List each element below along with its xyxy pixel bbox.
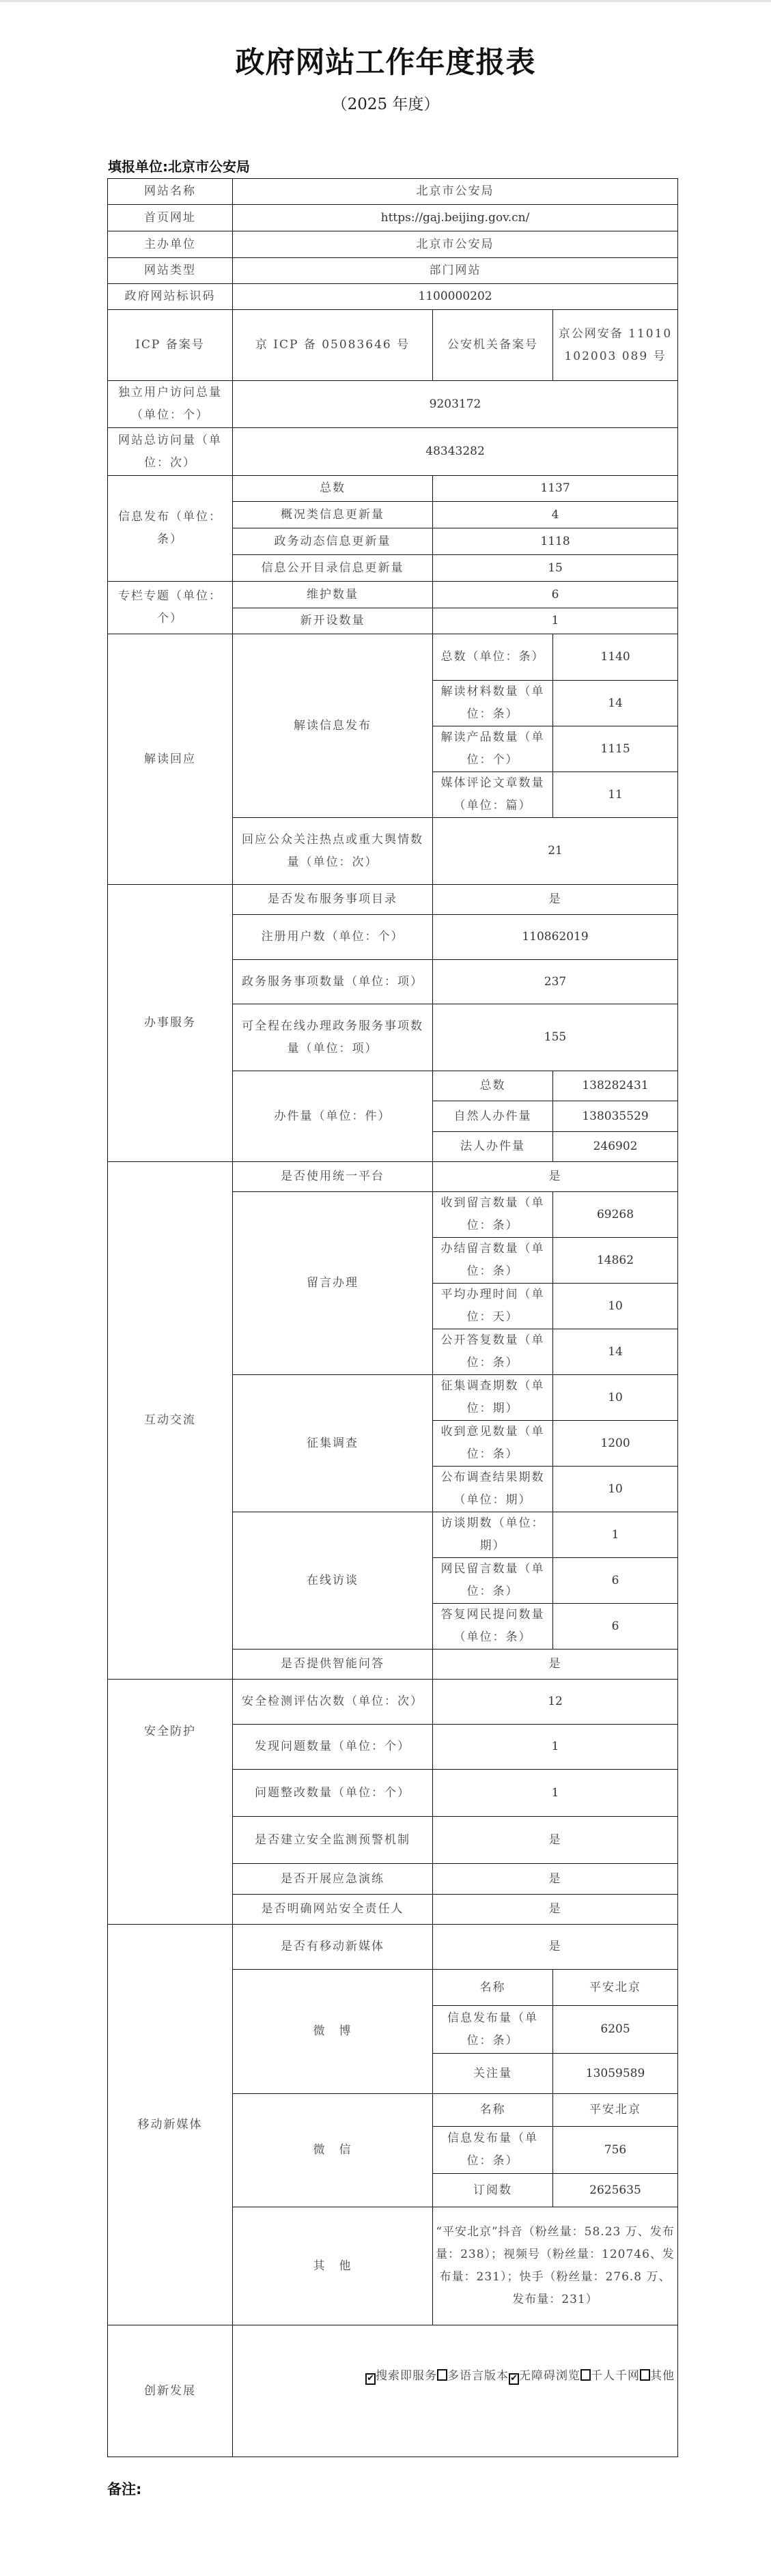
- checkbox-personalized[interactable]: [580, 2369, 591, 2381]
- interview-row: 答复网民提问数量（单位：条） 6: [108, 1604, 678, 1650]
- report-year: （2025 年度）: [331, 96, 440, 113]
- message-row: 留言办理 收到留言数量（单位：条） 69268: [108, 1192, 678, 1238]
- row-id-code: [108, 284, 678, 310]
- page-title: 政府网站工作年度报表: [235, 46, 536, 80]
- weibo-row: 信息发布量（单位：条） 6205: [108, 2006, 678, 2054]
- info-row: 政务动态信息更新量 1118: [108, 528, 678, 555]
- survey-row: 收到意见数量（单位：条） 1200: [108, 1421, 678, 1467]
- value: 部门网站: [233, 258, 678, 284]
- cases-row: 办件量（单位：件） 总数 138282431: [108, 1071, 678, 1101]
- row-pv: [108, 428, 678, 476]
- weibo-row: 微 博 名称 平安北京: [108, 1970, 678, 2006]
- service-row: 办事服务 是否发布服务事项目录 是: [108, 885, 678, 915]
- value: 48343282: [233, 428, 678, 476]
- service-row: 可全程在线办理政务服务事项数量（单位：项） 155: [108, 1004, 678, 1071]
- message-row: 平均办理时间（单位：天） 10: [108, 1284, 678, 1329]
- report-table: [107, 178, 677, 2457]
- interp-hotspot-row: 回应公众关注热点或重大舆情数量（单位：次） 21: [108, 818, 678, 885]
- wechat-row: 信息发布量（单位：条） 756: [108, 2127, 678, 2174]
- innovation-options: ✔ 搜索即服务 多语言版本 ✔ 无障碍浏览 千人千网 其他: [233, 2325, 678, 2457]
- survey-row: 公布调查结果期数（单位：期） 10: [108, 1467, 678, 1512]
- section-media: 移动新媒体: [108, 1925, 233, 2325]
- interview-row: 网民留言数量（单位：条） 6: [108, 1558, 678, 1604]
- label: 独立用户访问总量（单位：个）: [108, 381, 233, 428]
- info-row: 信息发布（单位：条） 总数 1137: [108, 476, 678, 502]
- label: 网站总访问量（单位：次）: [108, 428, 233, 476]
- checkbox-multilingual[interactable]: [437, 2369, 447, 2381]
- weibo-row: 关注量 13059589: [108, 2054, 678, 2094]
- section-services: 办事服务: [108, 885, 233, 1162]
- info-row: 概况类信息更新量 4: [108, 502, 678, 528]
- weibo-label: 微 博: [233, 1970, 433, 2094]
- survey-row: 征集调查 征集调查期数（单位：期） 10: [108, 1375, 678, 1421]
- value: 9203172: [233, 381, 678, 428]
- wechat-row: 微 信 名称 平安北京: [108, 2094, 678, 2127]
- row-type: [108, 258, 678, 284]
- label: ICP 备案号: [108, 310, 233, 381]
- row-uv: [108, 381, 678, 428]
- row-site-name: [108, 179, 678, 205]
- info-row: 信息公开目录信息更新量 15: [108, 555, 678, 582]
- message-row: 公开答复数量（单位：条） 14: [108, 1329, 678, 1375]
- innovation-row: [108, 2325, 678, 2457]
- label: 网站类型: [108, 258, 233, 284]
- value: 北京市公安局: [233, 179, 678, 205]
- interp-row: 媒体评论文章数量（单位：篇） 11: [108, 772, 678, 818]
- security-row: 安全防护 安全检测评估次数（单位：次） 12: [108, 1680, 678, 1725]
- column-row: 新开设数量 1: [108, 608, 678, 634]
- label: 网站名称: [108, 179, 233, 205]
- label: 首页网址: [108, 205, 233, 231]
- section-interaction: 互动交流: [108, 1162, 233, 1680]
- section-innovation: 创新发展: [108, 2325, 233, 2457]
- label: 政府网站标识码: [108, 284, 233, 310]
- checkbox-search-service[interactable]: ✔: [365, 2373, 376, 2385]
- security-row: 发现问题数量（单位：个） 1: [108, 1725, 678, 1770]
- service-row: 政务服务事项数量（单位：项） 237: [108, 960, 678, 1004]
- homepage-link[interactable]: https://gaj.beijing.gov.cn/: [233, 205, 678, 231]
- interp-row: 解读产品数量（单位：个） 1115: [108, 726, 678, 772]
- police-label: 公安机关备案号: [433, 310, 553, 381]
- filler-unit: 填报单位:北京市公安局: [108, 158, 250, 175]
- section-security: 安全防护: [108, 1680, 233, 1925]
- security-row: 是否明确网站安全责任人 是: [108, 1895, 678, 1925]
- checkbox-accessibility[interactable]: ✔: [509, 2373, 519, 2385]
- label: 主办单位: [108, 231, 233, 258]
- row-homepage: [108, 205, 678, 231]
- security-row: 问题整改数量（单位：个） 1: [108, 1770, 678, 1817]
- security-row: 是否建立安全监测预警机制 是: [108, 1817, 678, 1864]
- wechat-row: 订阅数 2625635: [108, 2174, 678, 2207]
- wechat-label: 微 信: [233, 2094, 433, 2207]
- media-row: 移动新媒体 是否有移动新媒体 是: [108, 1925, 678, 1970]
- cases-row: 法人办件量 246902: [108, 1132, 678, 1162]
- value: 北京市公安局: [233, 231, 678, 258]
- interaction-row: 互动交流 是否使用统一平台 是: [108, 1162, 678, 1192]
- section-interpretation: 解读回应: [108, 634, 233, 885]
- row-icp: [108, 310, 678, 381]
- section-info-publish: 信息发布（单位：条）: [108, 476, 233, 582]
- police-value: 京公网安备 11010102003 089 号: [553, 310, 678, 381]
- interp-row: 解读材料数量（单位：条） 14: [108, 681, 678, 726]
- value: 1100000202: [233, 284, 678, 310]
- remark-label: 备注:: [107, 2481, 142, 2497]
- icp-value: 京 ICP 备 05083646 号: [233, 310, 433, 381]
- section-columns: 专栏专题（单位：个）: [108, 582, 233, 634]
- interp-row: 解读回应 解读信息发布 总数（单位：条） 1140: [108, 634, 678, 681]
- message-row: 办结留言数量（单位：条） 14862: [108, 1238, 678, 1284]
- service-row: 注册用户数（单位：个） 110862019: [108, 915, 678, 960]
- interview-row: 在线访谈 访谈期数（单位：期） 1: [108, 1512, 678, 1558]
- security-row: 是否开展应急演练 是: [108, 1864, 678, 1895]
- cases-row: 自然人办件量 138035529: [108, 1101, 678, 1132]
- checkbox-other[interactable]: [640, 2369, 650, 2381]
- qa-row: 是否提供智能问答 是: [108, 1650, 678, 1680]
- column-row: 专栏专题（单位：个） 维护数量 6: [108, 582, 678, 608]
- row-sponsor: [108, 231, 678, 258]
- top-divider: [0, 0, 771, 2]
- other-value: “平安北京”抖音（粉丝量：58.23 万、发布量：238）；视频号（粉丝量：120746、发布量：231）；快手（粉丝量：276.8 万、发布量：231）: [433, 2207, 678, 2325]
- other-label: 其 他: [233, 2207, 433, 2325]
